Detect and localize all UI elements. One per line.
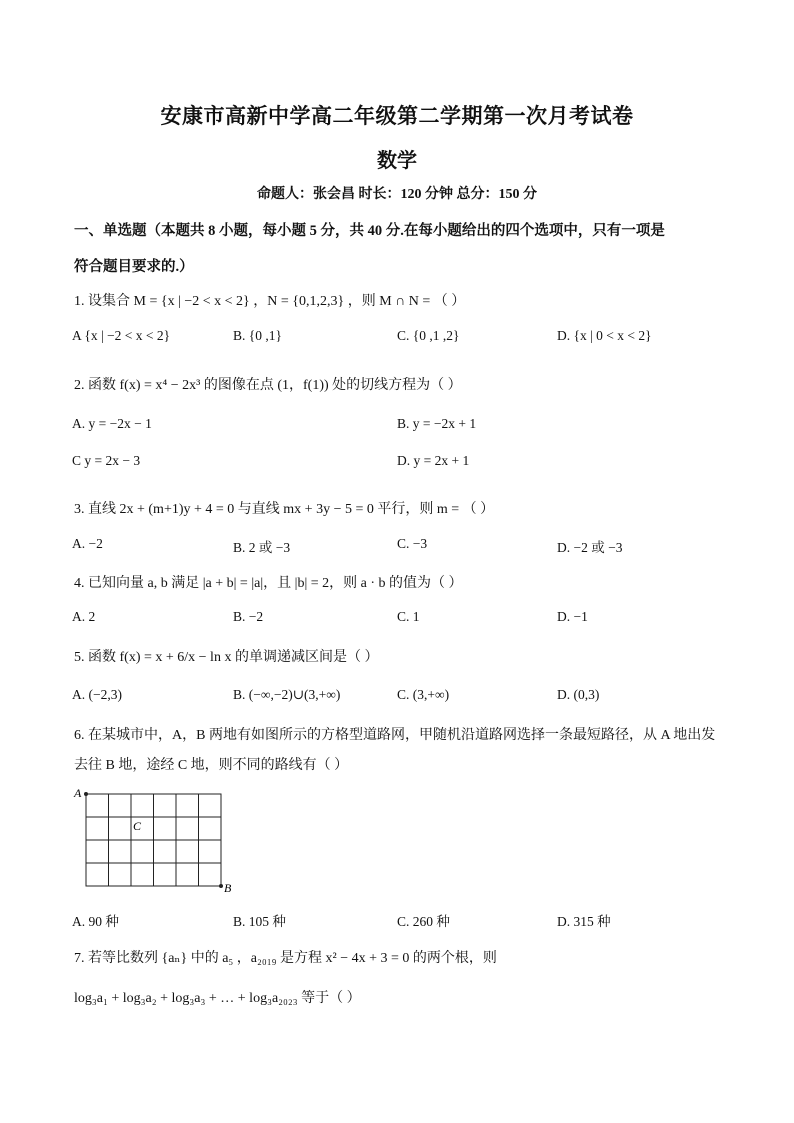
- exam-meta: 命题人：张会昌 时长：120 分钟 总分：150 分: [257, 187, 537, 202]
- question-6-option-b: B. 105 种: [233, 914, 286, 929]
- question-1-option-b: B. {0 ,1}: [233, 328, 282, 343]
- grid-label-b: B: [224, 881, 232, 895]
- exam-title: 安康市高新中学高二年级第二学期第一次月考试卷: [160, 104, 634, 128]
- question-3-option-a: A. −2: [72, 536, 103, 551]
- question-3-option-c: C. −3: [397, 536, 428, 551]
- question-4-option-c: C. 1: [397, 609, 420, 624]
- question-1-option-d: D. {x | 0 < x < 2}: [557, 328, 652, 343]
- question-2-stem: 2. 函数 f(x) = x⁴ − 2x³ 的图像在点 (1，f(1)) 处的切线方程为（ ）: [74, 378, 462, 393]
- question-6-option-d: D. 315 种: [557, 914, 611, 929]
- question-6-stem-line1: 6. 在某城市中，A，B 两地有如图所示的方格型道路网，甲随机沿道路网选择一条最短路径，从 A 地出发: [74, 728, 716, 743]
- question-3-option-b: B. 2 或 −3: [233, 540, 291, 555]
- section-heading-line2: 符合题目要求的.）: [74, 259, 194, 275]
- question-5-option-c: C. (3,+∞): [397, 687, 450, 702]
- question-1-stem: 1. 设集合 M = {x | −2 < x < 2} ，N = {0,1,2,3} ，则 M ∩ N = （ ）: [74, 294, 466, 309]
- grid-label-a: A: [74, 786, 82, 800]
- question-4-stem: 4. 已知向量 a, b 满足 |a + b| = |a|，且 |b| = 2，则 a · b 的值为（ ）: [74, 576, 463, 591]
- question-4-option-b: B. −2: [233, 609, 264, 624]
- question-2-option-a: A. y = −2x − 1: [72, 416, 152, 431]
- question-4-option-d: D. −1: [557, 609, 588, 624]
- point-b-marker: [219, 884, 223, 888]
- question-3-option-d: D. −2 或 −3: [557, 540, 623, 555]
- question-2-option-b: B. y = −2x + 1: [397, 416, 477, 431]
- question-5-option-b: B. (−∞,−2)∪(3,+∞): [233, 687, 341, 702]
- point-a-marker: [84, 792, 88, 796]
- question-4-option-a: A. 2: [72, 609, 96, 624]
- question-2-option-d: D. y = 2x + 1: [397, 453, 470, 468]
- question-5-option-a: A. (−2,3): [72, 687, 122, 702]
- question-1-option-a: A {x | −2 < x < 2}: [72, 328, 171, 343]
- question-2-option-c: C y = 2x − 3: [72, 453, 141, 468]
- question-6-option-c: C. 260 种: [397, 914, 450, 929]
- grid-label-c: C: [133, 819, 142, 833]
- question-7-stem-line1: 7. 若等比数列 {aₙ} 中的 a₅ ，a₂₀₁₉ 是方程 x² − 4x + 3 = 0 的两个根，则: [74, 951, 497, 966]
- road-grid-figure: [72, 784, 234, 896]
- exam-subject: 数学: [377, 150, 417, 172]
- question-5-stem: 5. 函数 f(x) = x + 6/x − ln x 的单调递减区间是（ ）: [74, 650, 379, 665]
- question-6-option-a: A. 90 种: [72, 914, 119, 929]
- question-6-stem-line2: 去往 B 地，途经 C 地，则不同的路线有（ ）: [74, 758, 349, 773]
- section-heading-line1: 一、单选题（本题共 8 小题，每小题 5 分，共 40 分.在每小题给出的四个选项中，只有一项是: [74, 223, 665, 239]
- question-7-stem-line2: log₃a₁ + log₃a₂ + log₃a₃ + … + log₃a₂₀₂₃ 等于（ ）: [74, 991, 361, 1006]
- road-grid-svg: [72, 784, 234, 896]
- question-1-option-c: C. {0 ,1 ,2}: [397, 328, 460, 343]
- question-5-option-d: D. (0,3): [557, 687, 600, 702]
- question-3-stem: 3. 直线 2x + (m+1)y + 4 = 0 与直线 mx + 3y − 5 = 0 平行，则 m = （ ）: [74, 502, 495, 517]
